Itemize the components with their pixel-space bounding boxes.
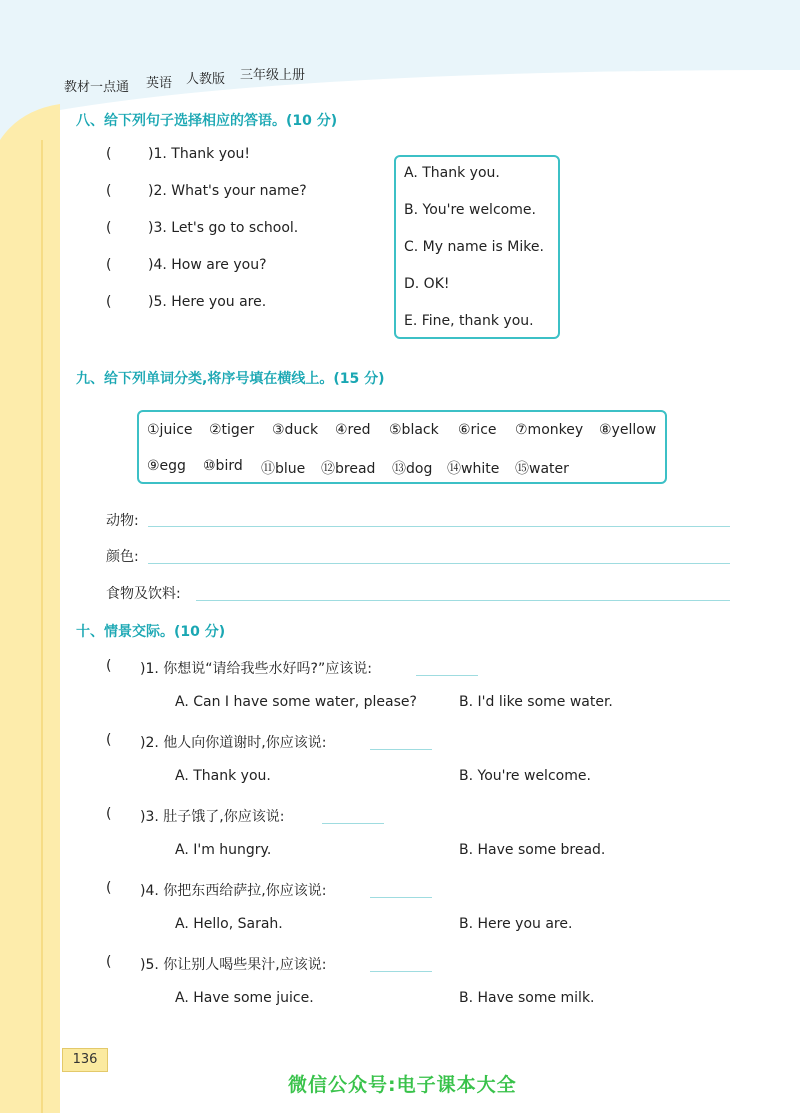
- paren-open: (: [106, 257, 112, 273]
- dialogue-question-3: )3. 肚子饿了,你应该说:: [140, 809, 285, 825]
- paren-open: (: [106, 954, 112, 970]
- section10-title: 十、情景交际。(10 分): [76, 624, 226, 640]
- word-2: ②tiger: [209, 422, 255, 438]
- dialogue-question-5: )5. 你让别人喝些果汁,应该说:: [140, 957, 327, 973]
- dialogue-option-3a: A. I'm hungry.: [175, 842, 272, 858]
- word-5: ⑤black: [389, 422, 439, 438]
- header-edition: 人教版: [186, 72, 226, 87]
- category-animals-label: 动物:: [106, 513, 139, 529]
- category-food-line[interactable]: [196, 600, 730, 601]
- word-11: ⑪blue: [261, 461, 306, 477]
- dialogue-option-1a: A. Can I have some water, please?: [175, 694, 417, 710]
- category-animals-line[interactable]: [148, 526, 730, 527]
- watermark: 微信公众号:电子课本大全: [288, 1074, 517, 1096]
- dialogue-blank-5[interactable]: [370, 971, 432, 972]
- paren-open: (: [106, 732, 112, 748]
- paren-open: (: [106, 806, 112, 822]
- dialogue-option-4a: A. Hello, Sarah.: [175, 916, 283, 932]
- section8-question-4: )4. How are you?: [148, 257, 267, 273]
- header-grade: 三年级上册: [240, 68, 306, 83]
- word-1: ①juice: [147, 422, 193, 438]
- paren-open: (: [106, 220, 112, 236]
- page-number: 136: [62, 1048, 108, 1072]
- word-14: ⑭white: [447, 461, 500, 477]
- dialogue-blank-4[interactable]: [370, 897, 432, 898]
- section9-title: 九、给下列单词分类,将序号填在横线上。(15 分): [76, 371, 385, 387]
- dialogue-blank-2[interactable]: [370, 749, 432, 750]
- paren-open: (: [106, 658, 112, 674]
- dialogue-blank-1[interactable]: [416, 675, 478, 676]
- dialogue-option-2b: B. You're welcome.: [459, 768, 591, 784]
- dialogue-option-5a: A. Have some juice.: [175, 990, 314, 1006]
- section8-question-3: )3. Let's go to school.: [148, 220, 299, 236]
- dialogue-question-2: )2. 他人向你道谢时,你应该说:: [140, 735, 327, 751]
- paren-open: (: [106, 146, 112, 162]
- category-colors-line[interactable]: [148, 563, 730, 564]
- word-10: ⑩bird: [203, 458, 243, 474]
- word-15: ⑮water: [515, 461, 569, 477]
- word-12: ⑫bread: [321, 461, 376, 477]
- answer-d: D. OK!: [404, 276, 450, 292]
- answer-e: E. Fine, thank you.: [404, 313, 534, 329]
- dialogue-option-3b: B. Have some bread.: [459, 842, 606, 858]
- dialogue-question-4: )4. 你把东西给萨拉,你应该说:: [140, 883, 327, 899]
- paren-open: (: [106, 183, 112, 199]
- header-subject: 英语: [146, 76, 173, 91]
- word-bank-box: [137, 410, 667, 484]
- dialogue-option-5b: B. Have some milk.: [459, 990, 595, 1006]
- dialogue-option-4b: B. Here you are.: [459, 916, 573, 932]
- word-7: ⑦monkey: [515, 422, 584, 438]
- header-book: 教材一点通: [64, 80, 130, 95]
- section8-question-2: )2. What's your name?: [148, 183, 307, 199]
- answer-c: C. My name is Mike.: [404, 239, 544, 255]
- word-6: ⑥rice: [458, 422, 497, 438]
- section8-question-5: )5. Here you are.: [148, 294, 267, 310]
- category-food-label: 食物及饮料:: [106, 586, 181, 602]
- dialogue-option-1b: B. I'd like some water.: [459, 694, 613, 710]
- paren-open: (: [106, 880, 112, 896]
- section8-question-1: )1. Thank you!: [148, 146, 251, 162]
- word-13: ⑬dog: [392, 461, 433, 477]
- section8-answer-box: [394, 155, 560, 339]
- word-9: ⑨egg: [147, 458, 186, 474]
- word-4: ④red: [335, 422, 371, 438]
- dialogue-option-2a: A. Thank you.: [175, 768, 271, 784]
- paren-open: (: [106, 294, 112, 310]
- category-colors-label: 颜色:: [106, 549, 139, 565]
- dialogue-question-1: )1. 你想说“请给我些水好吗?”应该说:: [140, 661, 372, 677]
- section8-title: 八、给下列句子选择相应的答语。(10 分): [76, 113, 338, 129]
- answer-b: B. You're welcome.: [404, 202, 536, 218]
- dialogue-blank-3[interactable]: [322, 823, 384, 824]
- word-8: ⑧yellow: [599, 422, 657, 438]
- word-3: ③duck: [272, 422, 319, 438]
- answer-a: A. Thank you.: [404, 165, 500, 181]
